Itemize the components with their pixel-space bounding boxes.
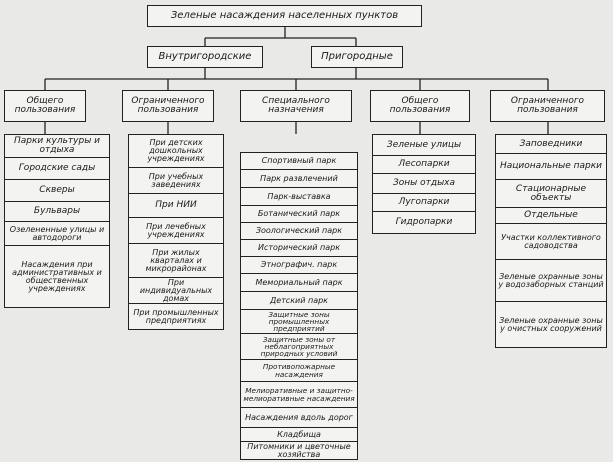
list-item: Зеленые охранные зоны у очистных сооружений (495, 302, 607, 348)
list-item: Противопожарные насаждения (240, 360, 358, 382)
list-item: Кладбища (240, 428, 358, 442)
list-item: Питомники и цветочные хозяйства (240, 442, 358, 460)
group-suburban: Пригородные (311, 46, 403, 68)
col-header-urban-public: Общего пользования (4, 90, 86, 122)
list-item: Защитные зоны промышленных предприятий (240, 310, 358, 334)
list-item: Парки культуры и отдыха (4, 134, 110, 158)
list-item: Стационарные объекты (495, 180, 607, 208)
group-urban: Внутригородские (147, 46, 263, 68)
list-item: При лечебных учреждениях (128, 218, 224, 244)
list-item: При промышленных предприятиях (128, 304, 224, 330)
list-item: Лесопарки (372, 156, 476, 174)
list-item: Этнографич. парк (240, 257, 358, 274)
list-item: Городские сады (4, 158, 110, 180)
list-item: Спортивный парк (240, 152, 358, 170)
list-item: Гидропарки (372, 212, 476, 234)
list-item: Скверы (4, 180, 110, 202)
list-item: Парк-выставка (240, 188, 358, 206)
list-item: Мемориальный парк (240, 274, 358, 292)
col-header-urban-limited: Ограниченного пользования (122, 90, 214, 122)
list-item: Озелененные улицы и автодороги (4, 222, 110, 246)
list-item: Мелиоративные и защитно-мелиоративные насаждения (240, 382, 358, 408)
list-item: Национальные парки (495, 154, 607, 180)
list-item: Ботанический парк (240, 206, 358, 223)
list-item: Исторический парк (240, 240, 358, 257)
list-item: Заповедники (495, 134, 607, 154)
col-header-special: Специального назначения (240, 90, 352, 122)
list-item: Зоологический парк (240, 223, 358, 240)
list-item: Насаждения при административных и общественных учреждениях (4, 246, 110, 308)
list-item: Лугопарки (372, 194, 476, 212)
list-item: При учебных заведениях (128, 168, 224, 194)
list-item: Отдельные (495, 208, 607, 224)
list-item: Зеленые охранные зоны у водозаборных станций (495, 260, 607, 302)
list-item: При жилых кварталах и микрорайонах (128, 244, 224, 278)
list-item: Защитные зоны от неблагоприятных природных условий (240, 334, 358, 360)
list-item: Бульвары (4, 202, 110, 222)
list-item: Участки коллективного садоводства (495, 224, 607, 260)
col-header-suburban-limited: Ограниченного пользования (490, 90, 605, 122)
list-item: Зоны отдыха (372, 174, 476, 194)
list-item: Детский парк (240, 292, 358, 310)
list-item: Зеленые улицы (372, 134, 476, 156)
list-item: При индивидуальных домах (128, 278, 224, 304)
list-item: При детских дошкольных учреждениях (128, 134, 224, 168)
list-item: Парк развлечений (240, 170, 358, 188)
col-header-suburban-public: Общего пользования (370, 90, 470, 122)
root-node: Зеленые насаждения населенных пунктов (147, 5, 422, 27)
list-item: Насаждения вдоль дорог (240, 408, 358, 428)
list-item: При НИИ (128, 194, 224, 218)
